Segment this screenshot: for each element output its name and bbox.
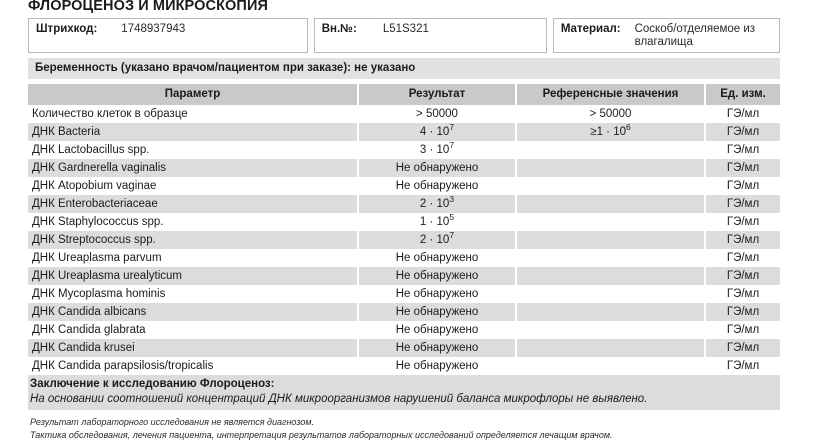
table-row <box>28 105 780 123</box>
table-row <box>28 357 780 375</box>
cell-parameter: ДНК Candida krusei <box>28 339 358 357</box>
barcode-field <box>28 18 308 53</box>
cell-unit: ГЭ/мл <box>705 249 780 267</box>
cell-parameter: ДНК Ureaplasma parvum <box>28 249 358 267</box>
conclusion-title: Заключение к исследованию Флороценоз: <box>30 377 774 392</box>
conclusion-block <box>28 375 780 410</box>
material-label: Материал: <box>561 22 621 36</box>
cell-result: $2 \cdot 10^3$ <box>358 195 516 213</box>
cell-unit: ГЭ/мл <box>705 321 780 339</box>
cell-result: Не обнаружено <box>358 159 516 177</box>
conclusion-text: На основании соотношений концентраций ДНК микроорганизмов нарушений баланса микрофлоры не выявлено. <box>30 392 774 407</box>
cell-parameter: ДНК Candida glabrata <box>28 321 358 339</box>
cell-reference: > 50000 <box>516 105 705 123</box>
cell-reference <box>516 303 705 321</box>
cell-parameter: ДНК Candida albicans <box>28 303 358 321</box>
material-field <box>553 18 780 53</box>
cell-unit: ГЭ/мл <box>705 213 780 231</box>
table-row <box>28 141 780 159</box>
cell-unit: ГЭ/мл <box>705 339 780 357</box>
cell-reference <box>516 195 705 213</box>
cell-reference <box>516 231 705 249</box>
exponent: 7 <box>449 122 454 132</box>
exponent: 5 <box>449 212 454 222</box>
table-row <box>28 267 780 285</box>
cell-parameter: ДНК Mycoplasma hominis <box>28 285 358 303</box>
cell-reference <box>516 267 705 285</box>
cell-reference <box>516 357 705 375</box>
cell-result: Не обнаружено <box>358 267 516 285</box>
table-row <box>28 213 780 231</box>
cell-unit: ГЭ/мл <box>705 159 780 177</box>
table-header <box>28 84 780 105</box>
material-value: Соскоб/отделяемое из влагалища <box>635 22 763 49</box>
internal-number-field <box>314 18 547 53</box>
cell-parameter: ДНК Streptococcus spp. <box>28 231 358 249</box>
disclaimer-line: Тактика обследования, лечения пациента, интерпретация результатов лабораторных исследований определяется лечащим врачом. <box>30 429 780 441</box>
cell-parameter: ДНК Bacteria <box>28 123 358 141</box>
table-row <box>28 285 780 303</box>
table-row <box>28 195 780 213</box>
table-row <box>28 231 780 249</box>
cell-result: Не обнаружено <box>358 303 516 321</box>
exponent: 7 <box>449 230 454 240</box>
report-document <box>28 0 780 441</box>
cell-result: Не обнаружено <box>358 249 516 267</box>
cell-unit: ГЭ/мл <box>705 105 780 123</box>
cell-parameter: Количество клеток в образце <box>28 105 358 123</box>
cell-unit: ГЭ/мл <box>705 177 780 195</box>
cell-unit: ГЭ/мл <box>705 285 780 303</box>
disclaimer-block <box>28 410 780 441</box>
cell-parameter: ДНК Staphylococcus spp. <box>28 213 358 231</box>
cell-unit: ГЭ/мл <box>705 231 780 249</box>
cell-unit: ГЭ/мл <box>705 141 780 159</box>
table-row <box>28 303 780 321</box>
cell-result: $1 \cdot 10^5$ <box>358 213 516 231</box>
cell-reference <box>516 213 705 231</box>
results-table <box>28 84 780 375</box>
internal-number-value: L51S321 <box>383 22 429 36</box>
cell-reference <box>516 141 705 159</box>
cell-result: $4 \cdot 10^7$ <box>358 123 516 141</box>
cell-parameter: ДНК Atopobium vaginae <box>28 177 358 195</box>
cell-parameter: ДНК Ureaplasma urealyticum <box>28 267 358 285</box>
page-title: ФЛОРОЦЕНОЗ И МИКРОСКОПИЯ <box>28 0 780 14</box>
table-row <box>28 321 780 339</box>
table-row <box>28 177 780 195</box>
cell-reference <box>516 321 705 339</box>
barcode-value: 1748937943 <box>121 22 185 36</box>
right-gutter <box>806 0 828 433</box>
column-header-result: Результат <box>358 84 516 105</box>
cell-result: > 50000 <box>358 105 516 123</box>
cell-reference <box>516 285 705 303</box>
cell-reference <box>516 249 705 267</box>
disclaimer-line: Результат лабораторного исследования не является диагнозом. <box>30 416 780 429</box>
identification-row <box>28 18 780 53</box>
table-header-row <box>28 84 780 105</box>
table-body <box>28 105 780 375</box>
barcode-label: Штрихкод: <box>36 22 97 36</box>
cell-result: Не обнаружено <box>358 339 516 357</box>
table-row <box>28 249 780 267</box>
exponent: 7 <box>449 140 454 150</box>
cell-unit: ГЭ/мл <box>705 267 780 285</box>
pregnancy-status-banner: Беременность (указано врачом/пациентом при заказе): не указано <box>28 58 780 79</box>
cell-reference: $\ge 1 \cdot 10^6$ <box>516 123 705 141</box>
cell-unit: ГЭ/мл <box>705 195 780 213</box>
cell-reference <box>516 339 705 357</box>
column-header-unit: Ед. изм. <box>705 84 780 105</box>
cell-unit: ГЭ/мл <box>705 123 780 141</box>
cell-result: Не обнаружено <box>358 321 516 339</box>
cell-result: Не обнаружено <box>358 177 516 195</box>
exponent: 3 <box>449 194 454 204</box>
cell-parameter: ДНК Candida parapsilosis/tropicalis <box>28 357 358 375</box>
cell-reference <box>516 159 705 177</box>
column-header-parameter: Параметр <box>28 84 358 105</box>
cell-unit: ГЭ/мл <box>705 303 780 321</box>
table-row <box>28 159 780 177</box>
cell-parameter: ДНК Gardnerella vaginalis <box>28 159 358 177</box>
table-row <box>28 339 780 357</box>
cell-result: Не обнаружено <box>358 285 516 303</box>
column-header-reference: Референсные значения <box>516 84 705 105</box>
cell-result: $3 \cdot 10^7$ <box>358 141 516 159</box>
exponent: 6 <box>626 122 631 132</box>
cell-unit: ГЭ/мл <box>705 357 780 375</box>
internal-number-label: Вн.№: <box>322 22 357 36</box>
cell-parameter: ДНК Lactobacillus spp. <box>28 141 358 159</box>
cell-parameter: ДНК Enterobacteriaceae <box>28 195 358 213</box>
cell-result: $2 \cdot 10^7$ <box>358 231 516 249</box>
cell-reference <box>516 177 705 195</box>
cell-result: Не обнаружено <box>358 357 516 375</box>
table-row <box>28 123 780 141</box>
